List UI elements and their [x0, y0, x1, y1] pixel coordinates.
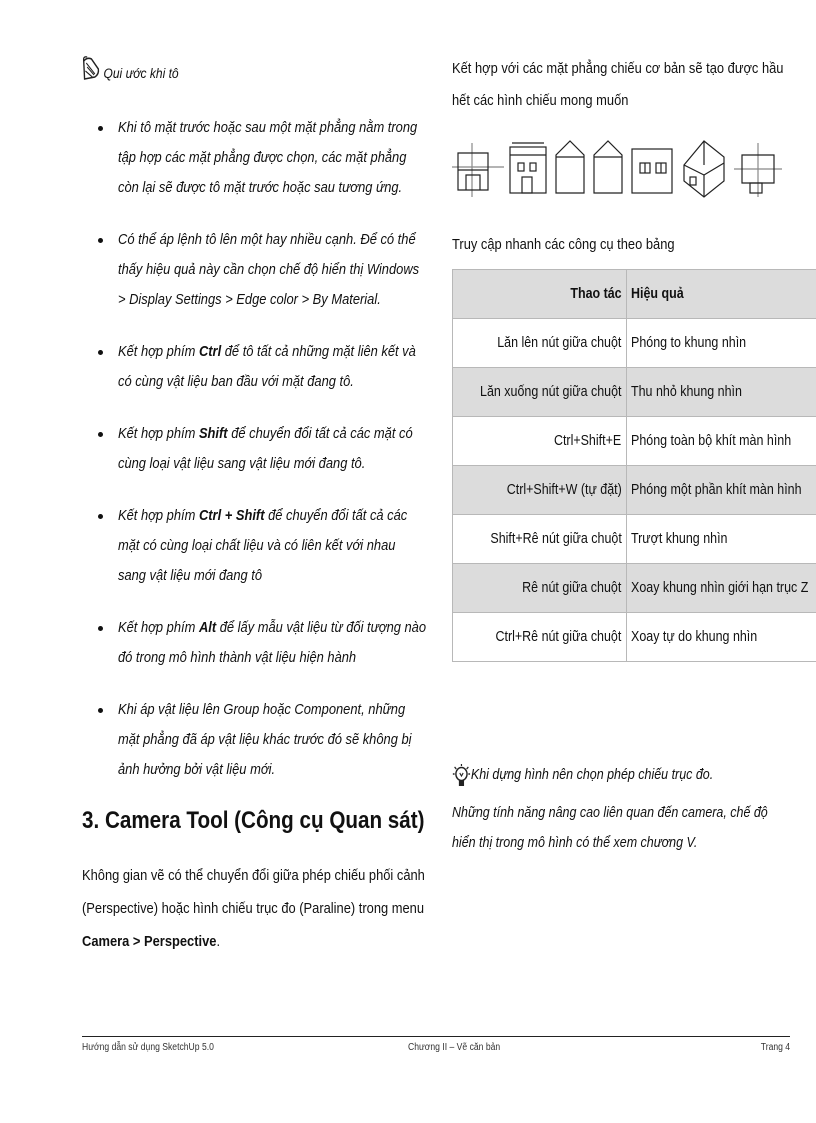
bullet-text	[118, 113, 426, 203]
header-effect: Hiệu quả	[626, 270, 816, 319]
effect-cell: Phóng một phần khít màn hình	[626, 466, 816, 515]
tip-text: Khi dựng hình nên chọn phép chiếu trục đo.	[470, 767, 714, 783]
bullet-fragment: Khi tô mặt trước hoặc sau một mặt phẳng nằm trong tập hợp các mặt phẳng được chọn, các mặt phẳng còn lại sẽ được tô mặt trước hoặc sau tương ứng.	[118, 119, 418, 196]
bullet-fragment: Kết hợp phím	[118, 425, 199, 442]
table-row	[453, 368, 816, 417]
effect-cell: Phóng to khung nhìn	[626, 319, 816, 368]
table-row	[453, 515, 816, 564]
quick-access-caption: Truy cập nhanh các công cụ theo bảng	[452, 236, 675, 253]
camera-note-line1: Những tính năng nâng cao liên quan đến camera, chế độ	[452, 805, 768, 821]
section-heading: 3. Camera Tool (Công cụ Quan sát)	[82, 807, 425, 834]
effect-cell: Xoay khung nhìn giới hạn trục Z	[626, 564, 816, 613]
bullet-item	[82, 501, 427, 591]
view-iso	[684, 141, 724, 197]
operation-cell: Ctrl+Shift+E	[453, 417, 627, 466]
bullet-text	[118, 419, 426, 479]
bullet-fragment: Kết hợp phím	[118, 619, 199, 636]
table-header-row	[453, 270, 816, 319]
footer-rule	[82, 1036, 790, 1037]
operation-cell: Rê nút giữa chuột	[453, 564, 627, 613]
note-heading	[82, 55, 379, 81]
effect-cell: Phóng toàn bộ khít màn hình	[626, 417, 816, 466]
table-row	[453, 319, 816, 368]
bullet-item	[82, 113, 427, 203]
para-text: Không gian vẽ có thể chuyển đổi giữa phép chiếu phối cảnh (Perspective) hoặc hình chiếu trục đo (Paraline) trong menu	[82, 867, 425, 917]
effect-cell: Trượt khung nhìn	[626, 515, 816, 564]
bullet-fragment: để chuyển đổi tất cả các mặt có cùng loại chất liệu và có liên kết với nhau sang vật liệu mới đang tô	[118, 507, 408, 584]
note-icon	[82, 55, 101, 81]
bullet-fragment: để tô tất cả những mặt liên kết và có cùng vật liệu ban đầu với mặt đang tô.	[118, 343, 416, 390]
operation-cell: Shift+Rê nút giữa chuột	[453, 515, 627, 564]
bullet-item	[82, 613, 427, 673]
lightbulb-icon	[452, 764, 471, 790]
table-row	[453, 613, 816, 662]
table-body	[453, 319, 816, 662]
camera-paragraph	[82, 859, 426, 958]
bullet-text	[118, 225, 426, 315]
bullet-item	[82, 419, 427, 479]
projection-views-figure	[452, 135, 782, 205]
operation-cell: Ctrl+Rê nút giữa chuột	[453, 613, 627, 662]
shortcut-table	[452, 269, 816, 662]
view-back	[632, 149, 672, 193]
view-plan	[734, 143, 782, 197]
key-name: Alt	[198, 619, 217, 636]
table-row	[453, 466, 816, 515]
bullet-list	[82, 113, 427, 785]
footer-title: Hướng dẫn sử dụng SketchUp 5.0	[82, 1042, 214, 1053]
view-top	[452, 143, 504, 197]
table-row	[453, 564, 816, 613]
view-front	[510, 143, 546, 193]
right-column	[452, 55, 808, 662]
key-name: Ctrl + Shift	[198, 507, 265, 524]
bullet-item	[82, 225, 427, 315]
camera-note-line2: hiển thị trong mô hình có thể xem chương V.	[452, 835, 698, 851]
view-side1	[556, 141, 584, 193]
view-side2	[594, 141, 622, 193]
tips-block	[452, 760, 792, 858]
table-row	[453, 417, 816, 466]
bullet-fragment: Có thể áp lệnh tô lên một hay nhiều cạnh. Để có thể thấy hiệu quả này cần chọn chế độ hiển thị Windows > Display Settings > Edge color > By Material.	[118, 231, 420, 308]
left-column	[82, 55, 427, 958]
bullet-text	[118, 613, 426, 673]
note-title: Qui ước khi tô	[103, 65, 179, 81]
key-name: Shift	[198, 425, 228, 442]
bullet-text	[118, 501, 426, 591]
bullet-text	[118, 337, 426, 397]
para-bold: Camera > Perspective	[82, 933, 217, 950]
footer-chapter: Chương II – Vẽ căn bản	[408, 1042, 501, 1053]
bullet-fragment: Kết hợp phím	[118, 343, 199, 360]
header-operation: Thao tác	[453, 270, 627, 319]
projection-intro: Kết hợp với các mặt phẳng chiếu cơ bản sẽ tạo được hầu hết các hình chiếu mong muốn	[452, 60, 784, 109]
key-name: Ctrl	[198, 343, 222, 360]
bullet-fragment: để lấy mẫu vật liệu từ đối tượng nào đó trong mô hình thành vật liệu hiện hành	[118, 619, 427, 666]
operation-cell: Lăn lên nút giữa chuột	[453, 319, 627, 368]
tip-row	[452, 760, 744, 790]
para-end: .	[216, 933, 221, 950]
page-number: Trang 4	[760, 1042, 790, 1053]
bullet-item	[82, 695, 427, 785]
bullet-fragment: để chuyển đổi tất cả các mặt có cùng loại vật liệu sang vật liệu mới đang tô.	[118, 425, 413, 472]
camera-note-row	[452, 798, 768, 828]
bullet-fragment: Kết hợp phím	[118, 507, 199, 524]
bullet-text	[118, 695, 426, 785]
effect-cell: Xoay tự do khung nhìn	[626, 613, 816, 662]
effect-cell: Thu nhỏ khung nhìn	[626, 368, 816, 417]
operation-cell: Lăn xuống nút giữa chuột	[453, 368, 627, 417]
operation-cell: Ctrl+Shift+W (tự đặt)	[453, 466, 627, 515]
bullet-item	[82, 337, 427, 397]
bullet-fragment: Khi áp vật liệu lên Group hoặc Component, những mặt phẳng đã áp vật liệu khác trước đó sẽ không bị ảnh hưởng bởi vật liệu mới.	[118, 701, 412, 778]
